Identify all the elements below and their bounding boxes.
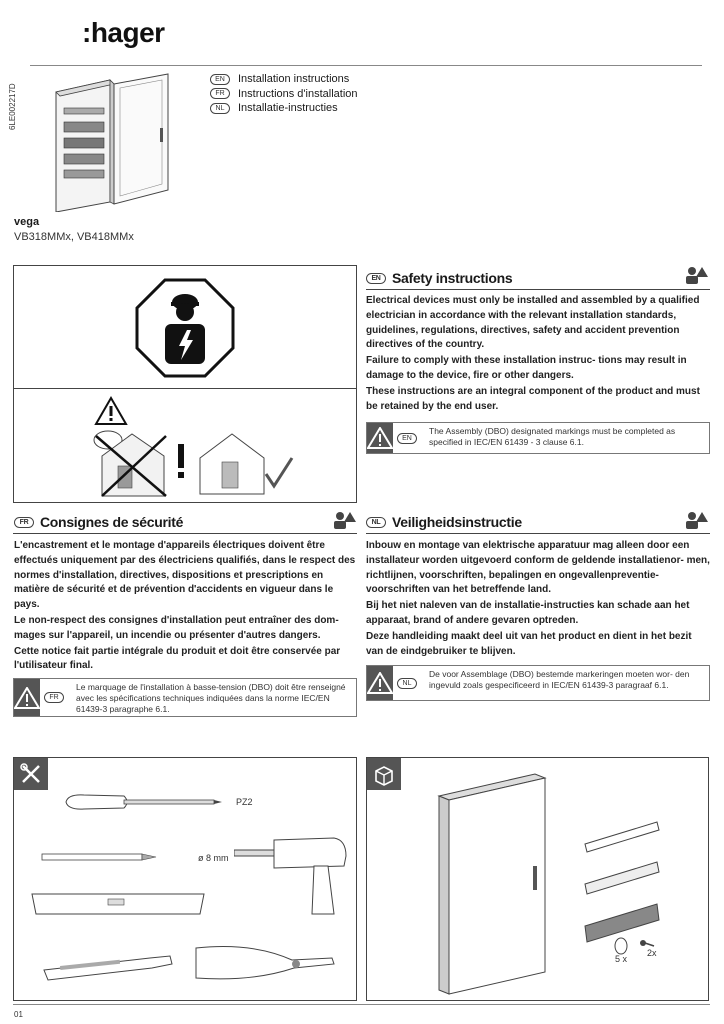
drill-bit-callout: ø 8 mm	[198, 853, 229, 863]
section-body-nl	[366, 539, 710, 660]
utility-knife-illustration	[40, 950, 180, 984]
language-badge: EN	[366, 273, 386, 284]
section-body-en	[366, 294, 710, 415]
note-text: The Assembly (DBO) designated markings must be completed as specified in IEC/EN 61439 - 3 clause 6.1.	[429, 426, 676, 447]
section-line	[366, 533, 710, 534]
package-icon	[367, 758, 401, 790]
language-badge: NL	[397, 678, 417, 689]
section-title-text: Veiligheidsinstructie	[392, 514, 522, 530]
language-badge: NL	[210, 103, 230, 114]
qualified-electrician-icon	[135, 278, 235, 378]
paragraph: Bij het niet naleven van de installatie-instructies kan schade aan het apparaat, brand of andere gevaren optreden.	[366, 600, 690, 626]
pliers-illustration	[192, 938, 342, 988]
note-box-fr	[13, 678, 357, 717]
product-models: VB318MMx, VB418MMx	[14, 231, 134, 243]
document-number: 6LE002217D	[8, 83, 17, 130]
paragraph: Le non-respect des consignes d'installation peut entraîner des dom- mages sur l'appareil, un incendie ou présenter d'autres dangers.	[14, 614, 339, 641]
drill-illustration	[234, 830, 354, 920]
paragraph: These instructions are an integral component of the product and must be retained by the end user.	[366, 385, 700, 412]
language-badge: FR	[44, 692, 64, 703]
section-body-fr	[14, 539, 358, 675]
warning-icon	[367, 423, 393, 453]
language-item-fr	[210, 87, 358, 102]
damaged-house-illustration	[92, 426, 172, 498]
warning-icon	[14, 679, 40, 716]
pencil-illustration	[40, 852, 160, 862]
tools-icon	[14, 758, 48, 790]
cabinet-illustration	[50, 72, 180, 212]
language-label: Instructions d'installation	[238, 87, 358, 100]
marking-strips-illustration	[583, 814, 673, 944]
footer-divider	[13, 1004, 710, 1005]
pictogram-divider	[14, 388, 356, 389]
language-badge: FR	[14, 517, 34, 528]
language-badge: EN	[210, 74, 230, 85]
note-text: De voor Assemblage (DBO) bestemde markeringen moeten wor- den ingevuld zoals gespecificeerd in IEC/EN 61439-3 paragraaf 6.1.	[429, 669, 690, 690]
exclamation-icon	[174, 444, 188, 480]
language-badge: EN	[397, 433, 417, 444]
screwdriver-illustration	[64, 790, 224, 814]
paragraph: Failure to comply with these installation instruc- tions may result in damage to the device, fire or other dangers.	[366, 355, 687, 381]
safety-pictogram-box	[13, 265, 357, 503]
section-title-fr	[14, 514, 183, 530]
note-text: Le marquage de l'installation à basse-tension (DBO) doit être renseigné avec les spécifications techniques indiquées dans la norme IEC/EN 61439-3 paragraphe 6.1.	[76, 682, 346, 714]
tools-box	[13, 757, 357, 1001]
paragraph: Inbouw en montage van elektrische apparatuur mag alleen door een installateur worden uitgevoerd conform de geldende installatienor- men, richtlijnen, voorschriften, bepalingen en ongevallenpreventie- voorschriften van het betreffende land.	[366, 540, 710, 596]
section-title-en	[366, 270, 512, 286]
section-title-text: Safety instructions	[392, 270, 513, 286]
product-name: vega	[14, 216, 40, 228]
plugs-illustration	[611, 936, 631, 956]
language-badge: NL	[366, 517, 386, 528]
warning-icon	[367, 666, 393, 700]
section-line	[13, 533, 357, 534]
cabinet-enclosure-illustration	[435, 766, 565, 996]
screws-illustration	[639, 938, 655, 948]
warning-triangle-icon	[94, 396, 128, 426]
screwdriver-callout: PZ2	[236, 797, 253, 807]
screws-quantity: 2x	[647, 948, 657, 958]
section-line	[366, 289, 710, 290]
section-title-text: Consignes de sécurité	[40, 514, 184, 530]
safety-worker-icon	[332, 510, 356, 530]
correct-house-illustration	[196, 428, 296, 498]
safety-worker-icon	[684, 265, 708, 285]
paragraph: Electrical devices must only be installed and assembled by a qualified electrician in accordance with the relevant installation standards, guidelines, regulations, directives, safety and accident prevention directives of the country.	[366, 295, 700, 351]
plugs-quantity: 5 x	[615, 954, 628, 964]
spirit-level-illustration	[28, 886, 208, 918]
paragraph: Deze handleiding maakt deel uit van het product en dient in het bezit van de eindgebruiker te blijven.	[366, 630, 692, 657]
language-item-en	[210, 72, 358, 87]
language-badge: FR	[210, 88, 230, 99]
safety-worker-icon	[684, 510, 708, 530]
hager-logo: :hager	[82, 17, 165, 48]
section-title-nl	[366, 514, 522, 530]
note-box-nl	[366, 665, 710, 701]
language-label: Installatie-instructies	[238, 102, 338, 115]
paragraph: L'encastrement et le montage d'appareils électriques doivent être effectués uniquement par des électriciens qualifiés, dans le respect des normes d'installation, directives, dispositions et prescriptions en matière de sécurité et de prévention d'accidents en vigueur dans le pays.	[14, 540, 356, 611]
note-box-en	[366, 422, 710, 454]
paragraph: Cette notice fait partie intégrale du produit et doit être conservée par l'utilisateur final.	[14, 645, 341, 672]
language-label: Installation instructions	[238, 73, 350, 86]
language-item-nl	[210, 101, 358, 116]
package-contents-box	[366, 757, 709, 1001]
language-list	[210, 72, 358, 116]
header-divider	[30, 65, 702, 66]
page-number: 01	[14, 1010, 23, 1019]
